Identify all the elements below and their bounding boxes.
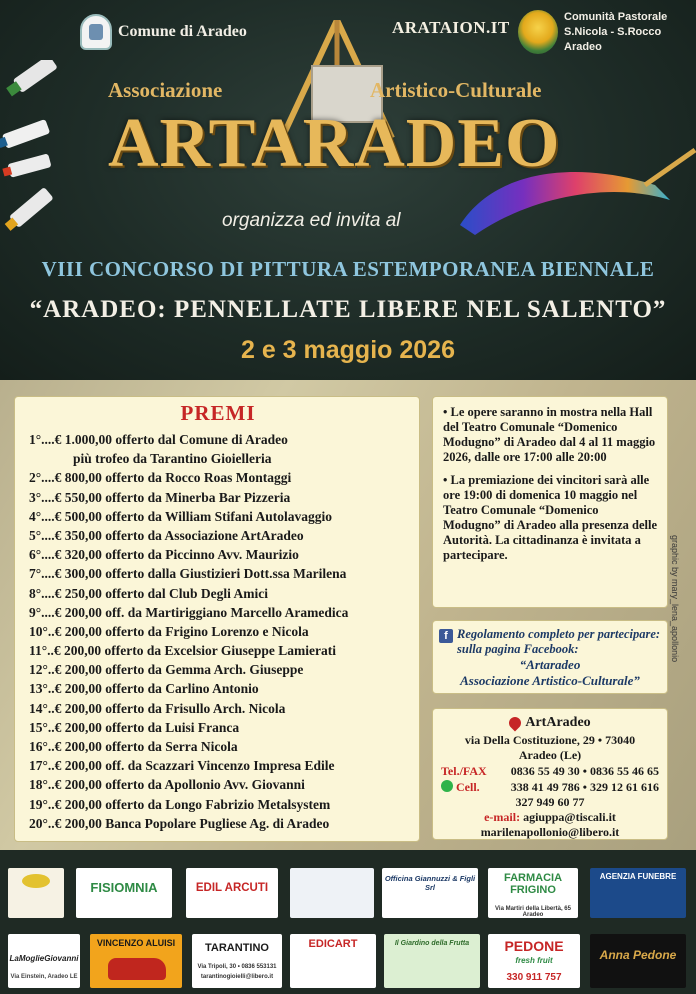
exhibition-text: • Le opere saranno in mostra nella Hall del Teatro Comunale “Domenico Modugno” di Aradeo dal 4 al 11 maggio 2026, dalle ore 17:00 alle 20:00 <box>443 405 656 464</box>
sponsor-giardino <box>384 934 480 988</box>
sponsor-lamoglie <box>8 934 80 988</box>
brand-logo: ARATAION.IT <box>392 18 510 37</box>
sponsor-fisiomnia <box>76 868 172 918</box>
sponsor-giannuzzi <box>382 868 478 918</box>
sponsor-emblem-icon <box>22 874 50 888</box>
prizes-title: PREMI <box>180 401 256 425</box>
facebook-page-name[interactable]: “Artaradeo <box>519 657 581 672</box>
cell-number-2[interactable]: 327 949 60 77 <box>515 795 585 809</box>
sponsor-generic <box>290 868 374 918</box>
sponsor-address: Via Tripoli, 30 • 0836 553131 <box>197 964 277 970</box>
contact-address: via Della Costituzione, 29 • 73040 <box>464 733 636 747</box>
sponsor-email: tarantinogioielli@libero.it <box>200 974 274 980</box>
facebook-icon: f <box>439 629 453 643</box>
graphic-credit: graphic by mary_lena_apollonio <box>670 535 680 663</box>
prize-item: 14°..€ 200,00 offerto da Frisullo Arch. Nicola <box>29 700 286 716</box>
parish-line-3: Aradeo <box>564 41 602 53</box>
prize-item: 6°....€ 320,00 offerto da Piccinno Avv. Maurizio <box>29 547 299 563</box>
prize-item: 4°....€ 500,00 offerto da William Stifani Autolavaggio <box>29 508 333 524</box>
contact-city: Aradeo (Le) <box>518 748 582 762</box>
prize-item: 1°....€ 1.000,00 offerto dal Comune di Aradeo <box>29 432 288 447</box>
coat-of-arms-icon <box>80 14 112 50</box>
sponsor-funeral <box>590 868 686 918</box>
poster-header <box>0 0 696 380</box>
sponsor-edil-arcuti <box>186 868 278 918</box>
prize-item: 17°..€ 200,00 off. da Scazzari Vincenzo Impresa Edile <box>29 758 335 774</box>
prize-item: più trofeo da Tarantino Gioielleria <box>73 451 272 467</box>
email-address-2[interactable]: marilenapollonio@libero.it <box>480 825 620 839</box>
sponsor-anna-pedone <box>590 934 686 988</box>
prize-item: 3°....€ 550,00 offerto da Minerba Bar Pizzeria <box>29 489 291 505</box>
sponsor-name: EDICART <box>308 938 358 950</box>
contact-panel <box>432 708 668 840</box>
prize-item: 20°..€ 200,00 Banca Popolare Pugliese Ag. di Aradeo <box>29 815 330 831</box>
prizes-panel <box>14 396 420 842</box>
prize-item: 2°....€ 800,00 offerto da Rocco Roas Montaggi <box>29 470 292 486</box>
location-pin-icon <box>507 715 524 732</box>
regulation-text: Regolamento completo per partecipare: sulla pagina Facebook: <box>457 627 661 656</box>
paint-tubes-icon <box>0 60 90 250</box>
sponsor-tarantino <box>192 934 282 988</box>
prize-item: 18°..€ 200,00 offerto da Apollonio Avv. Giovanni <box>29 777 305 793</box>
parish-logo <box>518 10 667 55</box>
prize-item: 8°....€ 250,00 offerto dal Club Degli Amici <box>29 585 269 601</box>
sponsor-name: EDIL ARCUTI <box>195 882 269 894</box>
car-icon <box>108 958 166 980</box>
sponsor-name: TARANTINO <box>205 942 269 954</box>
sponsor-aluisi <box>90 934 182 988</box>
prize-item: 12°..€ 200,00 offerto da Gemma Arch. Giuseppe <box>29 662 304 678</box>
prize-item: 16°..€ 200,00 offerto da Serra Nicola <box>29 739 238 754</box>
sponsor-phone: 330 911 757 <box>506 972 562 983</box>
sponsor-name: Anna Pedone <box>599 948 677 962</box>
sponsor-frigino <box>488 868 578 918</box>
association-type: Artistico-Culturale <box>370 78 542 102</box>
sponsor-name: LaMoglieGiovanni <box>9 954 79 963</box>
contact-name: ArtAradeo <box>525 715 591 730</box>
contest-subtitle: “ARADEO: PENNELLATE LIBERE NEL SALENTO” <box>29 296 667 323</box>
parish-line-1: Comunità Pastorale <box>564 11 668 23</box>
sponsor-pedone <box>488 934 580 988</box>
prize-item: 5°....€ 350,00 offerto da Associazione ArtAradeo <box>29 527 304 543</box>
prize-item: 7°....€ 300,00 offerto dalla Giustizieri Dott.ssa Marilena <box>29 566 347 582</box>
facebook-page-name-2[interactable]: Associazione Artistico-Culturale” <box>460 673 640 688</box>
sponsor-address: Via Martiri della Libertà, 65 Aradeo <box>495 906 571 918</box>
award-ceremony-text: • La premiazione dei vincitori sarà alle ore 19:00 di domenica 10 maggio nel Teatro Comunale “Domenico Modugno” di Aradeo alla presenza delle Autorità. La cittadinanza è invitata a partecipare. <box>443 473 658 562</box>
tel-label: Tel./FAX <box>441 764 487 778</box>
parish-name <box>564 10 667 55</box>
prize-item: 10°..€ 200,00 offerto da Frigino Lorenzo e Nicola <box>29 623 309 639</box>
municipality-name: Comune di Aradeo <box>118 23 247 40</box>
sponsor-tagline: fresh fruit <box>515 956 553 965</box>
paintbrush-icon <box>455 130 696 240</box>
event-dates: 2 e 3 maggio 2026 <box>240 336 455 364</box>
invite-text: organizza ed invita al <box>222 210 401 231</box>
sponsor-bar-logo <box>8 868 64 918</box>
sponsors-area <box>0 850 696 994</box>
prize-item: 15°..€ 200,00 offerto da Luisi Franca <box>29 719 240 735</box>
main-title: ARTARADEO <box>108 105 561 182</box>
sponsor-name: Officina Giannuzzi & Figli Srl <box>384 874 476 892</box>
parish-line-2: S.Nicola - S.Rocco <box>564 26 662 38</box>
sponsor-name: FARMACIA FRIGINO <box>503 872 563 896</box>
prize-item: 19°..€ 200,00 offerto da Longo Fabrizio Metalsystem <box>29 796 331 812</box>
municipality-logo <box>80 14 247 50</box>
prize-item: 11°..€ 200,00 offerto da Excelsior Giuseppe Lamierati <box>29 643 336 659</box>
association-label: Associazione <box>108 78 223 102</box>
facebook-panel <box>432 620 668 694</box>
whatsapp-icon <box>441 780 453 792</box>
sponsor-name: FISIOMNIA <box>90 880 158 895</box>
sponsor-name: VINCENZO ALUISI <box>96 938 176 948</box>
email-address[interactable]: agiuppa@tiscali.it <box>523 810 616 824</box>
sponsor-address: Via Einstein, Aradeo LE <box>10 974 78 980</box>
email-label: e-mail: <box>484 810 521 824</box>
cell-numbers[interactable]: 338 41 49 786 • 329 12 61 616 <box>510 780 659 794</box>
sponsor-name: AGENZIA FUNEBRE <box>599 872 677 881</box>
prize-item: 9°....€ 200,00 off. da Martiriggiano Marcello Aramedica <box>29 604 349 620</box>
tel-numbers[interactable]: 0836 55 49 30 • 0836 55 46 65 <box>510 764 659 778</box>
prize-item: 13°..€ 200,00 offerto da Carlino Antonio <box>29 681 259 697</box>
exhibition-info-panel <box>432 396 668 608</box>
prize-list <box>29 430 419 833</box>
contest-title: VIII CONCORSO DI PITTURA ESTEMPORANEA BIENNALE <box>41 257 655 281</box>
sponsor-name: Il Giardino della Frutta <box>394 940 470 947</box>
parish-emblem-icon <box>518 10 558 54</box>
sponsor-name: PEDONE <box>504 938 564 954</box>
sponsor-edicart <box>290 934 376 988</box>
cell-label: Cell. <box>456 780 480 794</box>
